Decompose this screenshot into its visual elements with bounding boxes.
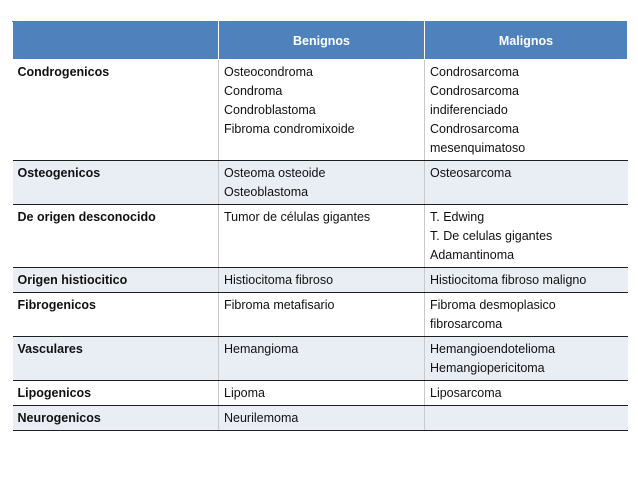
malignant-tumor-name: T. De celulas gigantes xyxy=(430,229,553,243)
category-cell: Neurogenicos xyxy=(13,406,219,431)
malignant-tumor-name: T. Edwing xyxy=(430,210,485,224)
benign-cell xyxy=(219,161,425,205)
category-cell: Condrogenicos xyxy=(13,60,219,161)
malignant-tumor-name: indiferenciado xyxy=(430,103,508,117)
benign-tumor-name: Fibroma condromixoide xyxy=(224,122,355,136)
malignant-tumor-name: Hemangioendotelioma xyxy=(430,342,556,356)
category-cell: De origen desconocido xyxy=(13,205,219,268)
malignant-cell xyxy=(425,381,628,406)
table-row xyxy=(13,60,628,161)
benign-tumor-name: Neurilemoma xyxy=(224,411,299,425)
benign-tumor-name: Fibroma metafisario xyxy=(224,298,335,312)
benign-cell xyxy=(219,268,425,293)
malignant-tumor-name: Osteosarcoma xyxy=(430,166,512,180)
table-row xyxy=(13,293,628,337)
malignant-tumor-name: Fibroma desmoplasico xyxy=(430,298,556,312)
malignant-cell xyxy=(425,268,628,293)
table-row xyxy=(13,406,628,431)
table-row xyxy=(13,205,628,268)
benign-tumor-name: Osteoma osteoide xyxy=(224,166,326,180)
malignant-tumor-name: Condrosarcoma xyxy=(430,122,519,136)
benign-tumor-name: Hemangioma xyxy=(224,342,299,356)
table-body xyxy=(13,60,628,431)
malignant-tumor-name: Histiocitoma fibroso maligno xyxy=(430,273,587,287)
benign-tumor-name: Tumor de células gigantes xyxy=(224,210,371,224)
table-row xyxy=(13,268,628,293)
malignant-cell xyxy=(425,337,628,381)
malignant-tumor-name: Liposarcoma xyxy=(430,386,502,400)
malignant-cell xyxy=(425,406,628,431)
benign-cell xyxy=(219,293,425,337)
benign-tumor-name: Condroma xyxy=(224,84,283,98)
benign-cell xyxy=(219,337,425,381)
table-row xyxy=(13,337,628,381)
benign-tumor-name: Osteocondroma xyxy=(224,65,313,79)
benign-cell xyxy=(219,205,425,268)
malignant-tumor-name: Hemangiopericitoma xyxy=(430,361,545,375)
benign-tumor-name: Osteoblastoma xyxy=(224,185,309,199)
category-cell: Osteogenicos xyxy=(13,161,219,205)
category-cell: Lipogenicos xyxy=(13,381,219,406)
benign-tumor-name: Condroblastoma xyxy=(224,103,316,117)
benign-tumor-name: Lipoma xyxy=(224,386,265,400)
table-row xyxy=(13,161,628,205)
malignant-cell xyxy=(425,205,628,268)
benign-cell xyxy=(219,381,425,406)
category-cell: Origen histiocitico xyxy=(13,268,219,293)
header-category-cell xyxy=(13,22,219,60)
benign-tumor-name: Histiocitoma fibroso xyxy=(224,273,334,287)
header-benignos: Benignos xyxy=(219,22,425,60)
malignant-tumor-name: fibrosarcoma xyxy=(430,317,503,331)
benign-cell xyxy=(219,60,425,161)
tumor-classification-table xyxy=(12,21,628,431)
malignant-tumor-name: Condrosarcoma xyxy=(430,65,519,79)
table-header-row xyxy=(13,22,628,60)
malignant-cell xyxy=(425,60,628,161)
header-malignos: Malignos xyxy=(425,22,628,60)
category-cell: Vasculares xyxy=(13,337,219,381)
tumor-classification-table-wrapper xyxy=(12,21,628,431)
malignant-tumor-name: Adamantinoma xyxy=(430,248,515,262)
malignant-cell xyxy=(425,161,628,205)
benign-cell xyxy=(219,406,425,431)
malignant-tumor-name: Condrosarcoma xyxy=(430,84,519,98)
malignant-tumor-name: mesenquimatoso xyxy=(430,141,526,155)
category-cell: Fibrogenicos xyxy=(13,293,219,337)
malignant-cell xyxy=(425,293,628,337)
table-row xyxy=(13,381,628,406)
